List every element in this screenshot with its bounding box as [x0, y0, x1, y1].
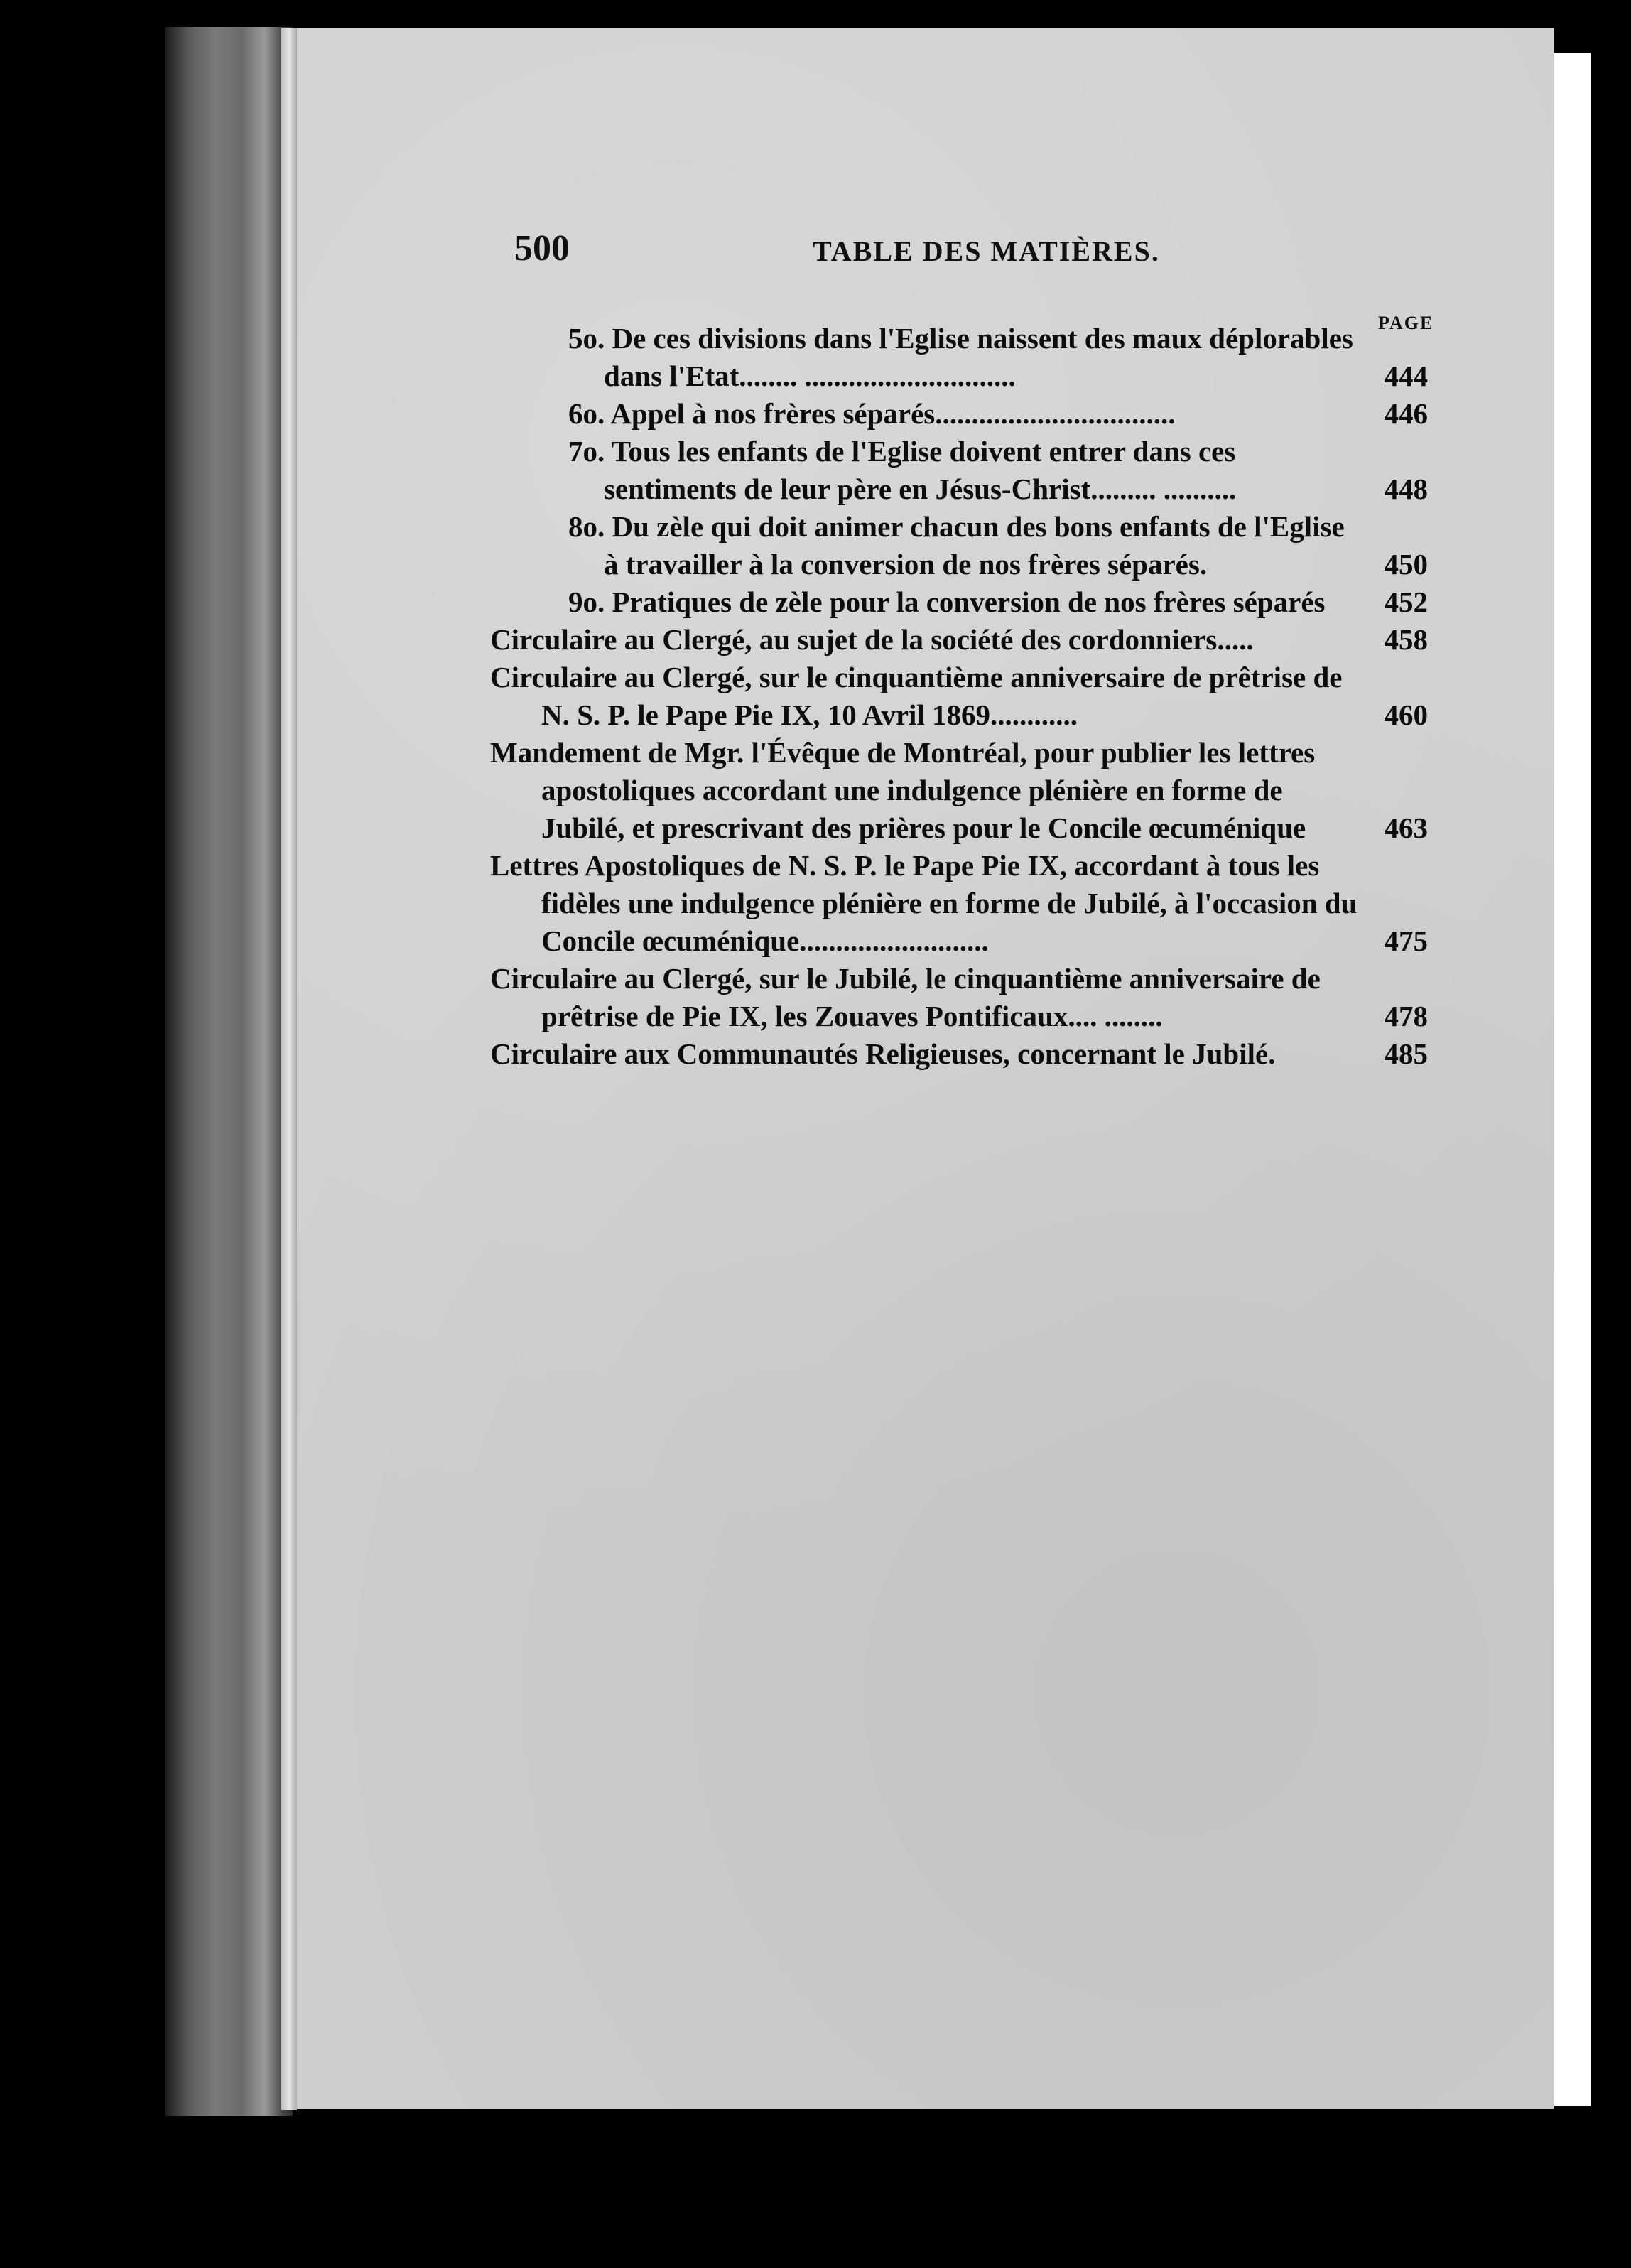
- toc-entry-page: 485: [1384, 1037, 1428, 1070]
- toc-entry-page: 444: [1384, 360, 1428, 392]
- book-binding: [165, 27, 293, 2116]
- toc-entry-text: Circulaire aux Communautés Religieuses, concernant le Jubilé.: [490, 1037, 1276, 1070]
- binding-edge: [281, 28, 297, 2110]
- running-title: TABLE DES MATIÈRES.: [813, 235, 1160, 267]
- toc-entry-page: 452: [1384, 585, 1428, 618]
- toc-entry: [568, 320, 1428, 395]
- toc-entry-page: 458: [1384, 623, 1428, 656]
- toc-entry: [568, 395, 1428, 433]
- toc-entry-text: Circulaire au Clergé, sur le cinquantième anniversaire de prêtrise de N. S. P. le Pape Pie IX, 10 Avril 1869............: [490, 661, 1343, 731]
- toc-entry: [490, 734, 1428, 847]
- toc-entry-text: Mandement de Mgr. l'Évêque de Montréal, pour publier les lettres apostoliques accordant une indulgence plénière en forme de Jubilé, et prescrivant des prières pour le Concile œcuménique: [490, 736, 1316, 844]
- toc-entry-page: 460: [1384, 698, 1428, 731]
- toc-entry-text: 8o. Du zèle qui doit animer chacun des bons enfants de l'Eglise à travailler à la conversion de nos frères séparés.: [568, 510, 1345, 580]
- toc-entry-text: Circulaire au Clergé, sur le Jubilé, le cinquantième anniversaire de prêtrise de Pie IX, les Zouaves Pontificaux.... ........: [490, 962, 1321, 1032]
- toc-entry: [490, 621, 1428, 659]
- toc-entry: [490, 659, 1428, 734]
- toc-entry-text: Lettres Apostoliques de N. S. P. le Pape Pie IX, accordant à tous les fidèles une indulgence plénière en forme de Jubilé, à l'occasion du Concile œcuménique..........................: [490, 849, 1358, 957]
- page-header: [514, 227, 1452, 277]
- toc-entry-page: 450: [1384, 548, 1428, 580]
- toc-entry-page: 463: [1384, 811, 1428, 844]
- page-margin-strip: [1554, 53, 1591, 2106]
- toc-entry-text: 5o. De ces divisions dans l'Eglise naissent des maux déplorables dans l'Etat........ .............................: [568, 322, 1353, 392]
- toc-entry-text: Circulaire au Clergé, au sujet de la société des cordonniers.....: [490, 623, 1254, 656]
- toc-entry-page: 446: [1384, 397, 1428, 430]
- toc-entry-page: 478: [1384, 1000, 1428, 1032]
- toc-entry-page: 448: [1384, 472, 1428, 505]
- toc-entry-text: 9o. Pratiques de zèle pour la conversion de nos frères séparés: [568, 585, 1326, 618]
- toc-entry: [568, 433, 1428, 508]
- toc-entry: [490, 1035, 1428, 1073]
- toc-entry-text: 7o. Tous les enfants de l'Eglise doivent entrer dans ces sentiments de leur père en Jésus-Christ......... ..........: [568, 435, 1237, 505]
- toc-entry: [490, 847, 1428, 960]
- toc-entry-page: 475: [1384, 924, 1428, 957]
- toc-entry: [568, 508, 1428, 583]
- toc-entry: [490, 960, 1428, 1035]
- table-of-contents: [490, 320, 1428, 1073]
- page-column-label: PAGE: [1378, 313, 1434, 333]
- toc-entry: [568, 583, 1428, 621]
- toc-entry-text: 6o. Appel à nos frères séparés.................................: [568, 397, 1176, 430]
- page-number: 500: [514, 228, 570, 269]
